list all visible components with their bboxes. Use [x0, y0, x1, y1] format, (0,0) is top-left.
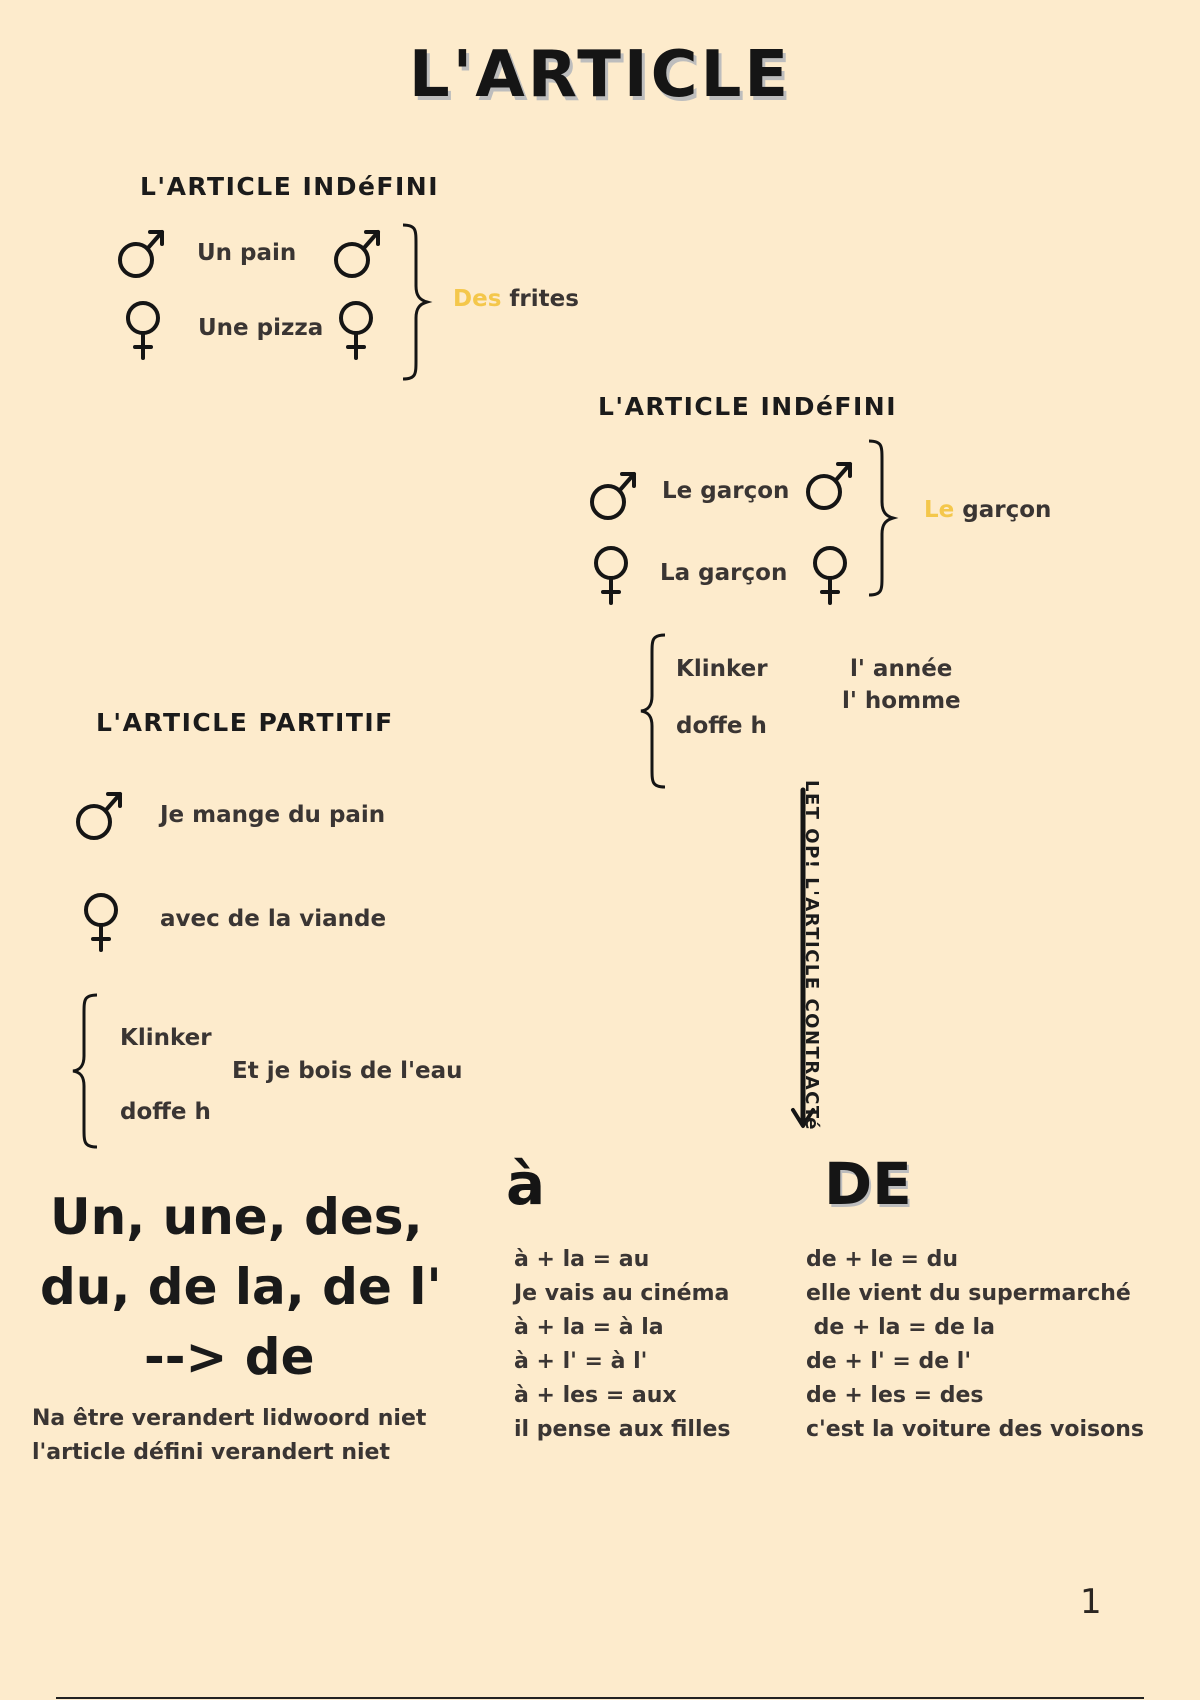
- male-symbol-icon: [806, 460, 856, 512]
- contracte-a-line: à + les = aux: [514, 1383, 677, 1408]
- indefini-row2: Une pizza: [198, 315, 324, 341]
- defini-heading: L'ARTICLE INDéFINI: [598, 392, 898, 421]
- defini-plural: [924, 497, 1051, 523]
- defini-plural-noun: garçon: [962, 497, 1052, 523]
- indefini-plural: [453, 286, 579, 312]
- page-number: 1: [1080, 1582, 1102, 1622]
- male-symbol-icon: [334, 228, 384, 280]
- summary-line1: Un, une, des,: [50, 1188, 423, 1246]
- contracte-de-heading: DE: [824, 1150, 912, 1218]
- brace-icon: [70, 992, 100, 1150]
- contracte-a-line: à + la = au: [514, 1247, 650, 1272]
- contracte-a-line: Je vais au cinéma: [514, 1281, 730, 1306]
- male-symbol-icon: [76, 790, 126, 842]
- brace-icon: [638, 632, 668, 790]
- male-symbol-icon: [590, 470, 640, 522]
- summary-note1: Na être verandert lidwoord niet: [32, 1406, 427, 1431]
- summary-line2: du, de la, de l': [40, 1258, 442, 1316]
- male-symbol-icon: [118, 228, 168, 280]
- partitif-klinker: Klinker: [120, 1025, 212, 1051]
- contracte-a-line: à + l' = à l': [514, 1349, 648, 1374]
- bottom-rule: [56, 1697, 1144, 1699]
- defini-klinker: Klinker: [676, 656, 768, 682]
- contracte-de-line: de + la = de la: [806, 1315, 995, 1340]
- summary-line3: --> de: [144, 1328, 315, 1386]
- brace-icon: [400, 222, 430, 382]
- female-symbol-icon: [812, 545, 848, 607]
- female-symbol-icon: [83, 892, 119, 954]
- brace-icon: [866, 438, 896, 598]
- partitif-heading: L'ARTICLE PARTITIF: [96, 708, 394, 737]
- partitif-fem: avec de la viande: [160, 906, 387, 932]
- contracte-de-list: [806, 1243, 1144, 1447]
- partitif-doffe: doffe h: [120, 1099, 211, 1125]
- contracte-de-line: de + l' = de l': [806, 1349, 972, 1374]
- indefini-heading: L'ARTICLE INDéFINI: [140, 172, 440, 201]
- contracte-de-line: de + le = du: [806, 1247, 959, 1272]
- page-title: L'ARTICLE: [408, 38, 792, 112]
- contracte-a-line: à + la = à la: [514, 1315, 664, 1340]
- contracte-de-line: c'est la voiture des voisons: [806, 1417, 1145, 1442]
- partitif-masc: Je mange du pain: [160, 802, 386, 828]
- indefini-row1: Un pain: [197, 240, 297, 266]
- female-symbol-icon: [338, 300, 374, 362]
- contracte-vertical-label: LET OP! L'ARTICLE CONTRACTé: [801, 780, 822, 1131]
- indefini-plural-article: Des: [453, 286, 502, 312]
- partitif-example: Et je bois de l'eau: [232, 1058, 463, 1084]
- defini-doffe: doffe h: [676, 713, 767, 739]
- indefini-plural-noun: frites: [509, 286, 579, 312]
- female-symbol-icon: [593, 545, 629, 607]
- contracte-a-heading: à: [506, 1150, 546, 1218]
- defini-row2: La garçon: [660, 560, 788, 586]
- defini-plural-article: Le: [924, 497, 955, 523]
- contracte-de-line: elle vient du supermarché: [806, 1281, 1131, 1306]
- female-symbol-icon: [125, 300, 161, 362]
- defini-example1: l' année: [850, 656, 953, 682]
- contracte-a-list: [514, 1243, 731, 1447]
- contracte-a-line: il pense aux filles: [514, 1417, 731, 1442]
- summary-note2: l'article défini verandert niet: [32, 1440, 390, 1465]
- defini-row1: Le garçon: [662, 478, 790, 504]
- contracte-de-line: de + les = des: [806, 1383, 984, 1408]
- defini-example2: l' homme: [842, 688, 961, 714]
